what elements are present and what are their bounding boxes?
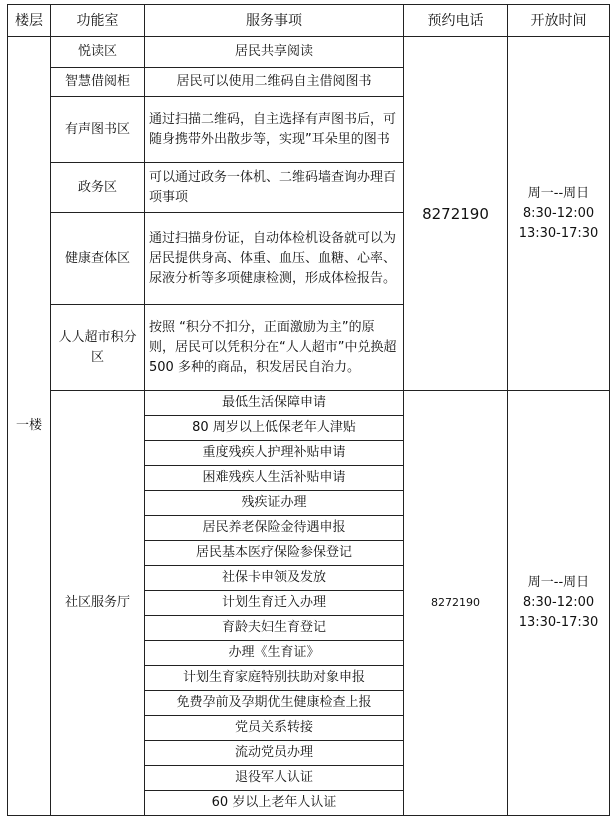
header-floor: 楼层 <box>8 5 51 37</box>
hours-days: 周一--周日 <box>527 185 590 201</box>
room-name: 政务区 <box>51 163 145 213</box>
header-room: 功能室 <box>51 5 145 37</box>
hall-service: 社保卡申领及发放 <box>145 566 404 591</box>
hall-hours-morning: 8:30-12:00 <box>522 595 595 610</box>
room-service: 居民可以使用二维码自主借阅图书 <box>145 68 404 97</box>
header-row <box>8 5 610 37</box>
header-phone: 预约电话 <box>404 5 508 37</box>
room-name: 健康查体区 <box>51 213 145 305</box>
hall-service: 居民基本医疗保险参保登记 <box>145 541 404 566</box>
room-service: 通过扫描身份证，自动体检机设备就可以为居民提供身高、体重、血压、血糖、心率、尿液分析等多项健康检测，形成体检报告。 <box>145 213 404 305</box>
room-name: 人人超市积分区 <box>51 305 145 391</box>
hall-service: 80 周岁以上低保老年人津贴 <box>145 416 404 441</box>
hours-morning: 8:30-12:00 <box>522 205 595 221</box>
hall-service: 居民养老保险金待遇申报 <box>145 516 404 541</box>
header-service: 服务事项 <box>145 5 404 37</box>
table-row <box>8 37 610 68</box>
hall-hours-cell <box>508 391 610 816</box>
hall-service: 办理《生育证》 <box>145 641 404 666</box>
community-hall-name: 社区服务厅 <box>51 391 145 816</box>
hall-hours-days: 周一--周日 <box>527 575 590 590</box>
hall-service: 计划生育迁入办理 <box>145 591 404 616</box>
room-service: 居民共享阅读 <box>145 37 404 68</box>
hall-hours-afternoon: 13:30-17:30 <box>518 615 599 630</box>
hall-service: 60 岁以上老年人认证 <box>145 791 404 816</box>
phone-cell: 8272190 <box>404 37 508 391</box>
hall-service: 计划生育家庭特别扶助对象申报 <box>145 666 404 691</box>
hall-service: 流动党员办理 <box>145 741 404 766</box>
room-service: 可以通过政务一体机、二维码墙查询办理百项事项 <box>145 163 404 213</box>
hours-cell <box>508 37 610 391</box>
hall-service: 党员关系转接 <box>145 716 404 741</box>
room-name: 悦读区 <box>51 37 145 68</box>
room-service: 按照 “积分不扣分，正面激励为主”的原则，居民可以凭积分在“人人超市”中兑换超 500 多种的商品，积发居民自治力。 <box>145 305 404 391</box>
hours-afternoon: 13:30-17:30 <box>518 225 599 241</box>
table-row <box>8 391 610 416</box>
hall-service: 重度残疾人护理补贴申请 <box>145 441 404 466</box>
room-name: 智慧借阅柜 <box>51 68 145 97</box>
hall-service: 最低生活保障申请 <box>145 391 404 416</box>
hall-service: 免费孕前及孕期优生健康检查上报 <box>145 691 404 716</box>
service-table <box>7 4 610 816</box>
hall-service: 退役军人认证 <box>145 766 404 791</box>
hall-phone-cell: 8272190 <box>404 391 508 816</box>
hall-service: 残疾证办理 <box>145 491 404 516</box>
hall-service: 育龄夫妇生育登记 <box>145 616 404 641</box>
header-hours: 开放时间 <box>508 5 610 37</box>
room-service: 通过扫描二维码，自主选择有声图书后，可随身携带外出散步等，实现”耳朵里的图书 <box>145 97 404 163</box>
floor-cell: 一楼 <box>8 37 51 816</box>
room-name: 有声图书区 <box>51 97 145 163</box>
hall-service: 困难残疾人生活补贴申请 <box>145 466 404 491</box>
